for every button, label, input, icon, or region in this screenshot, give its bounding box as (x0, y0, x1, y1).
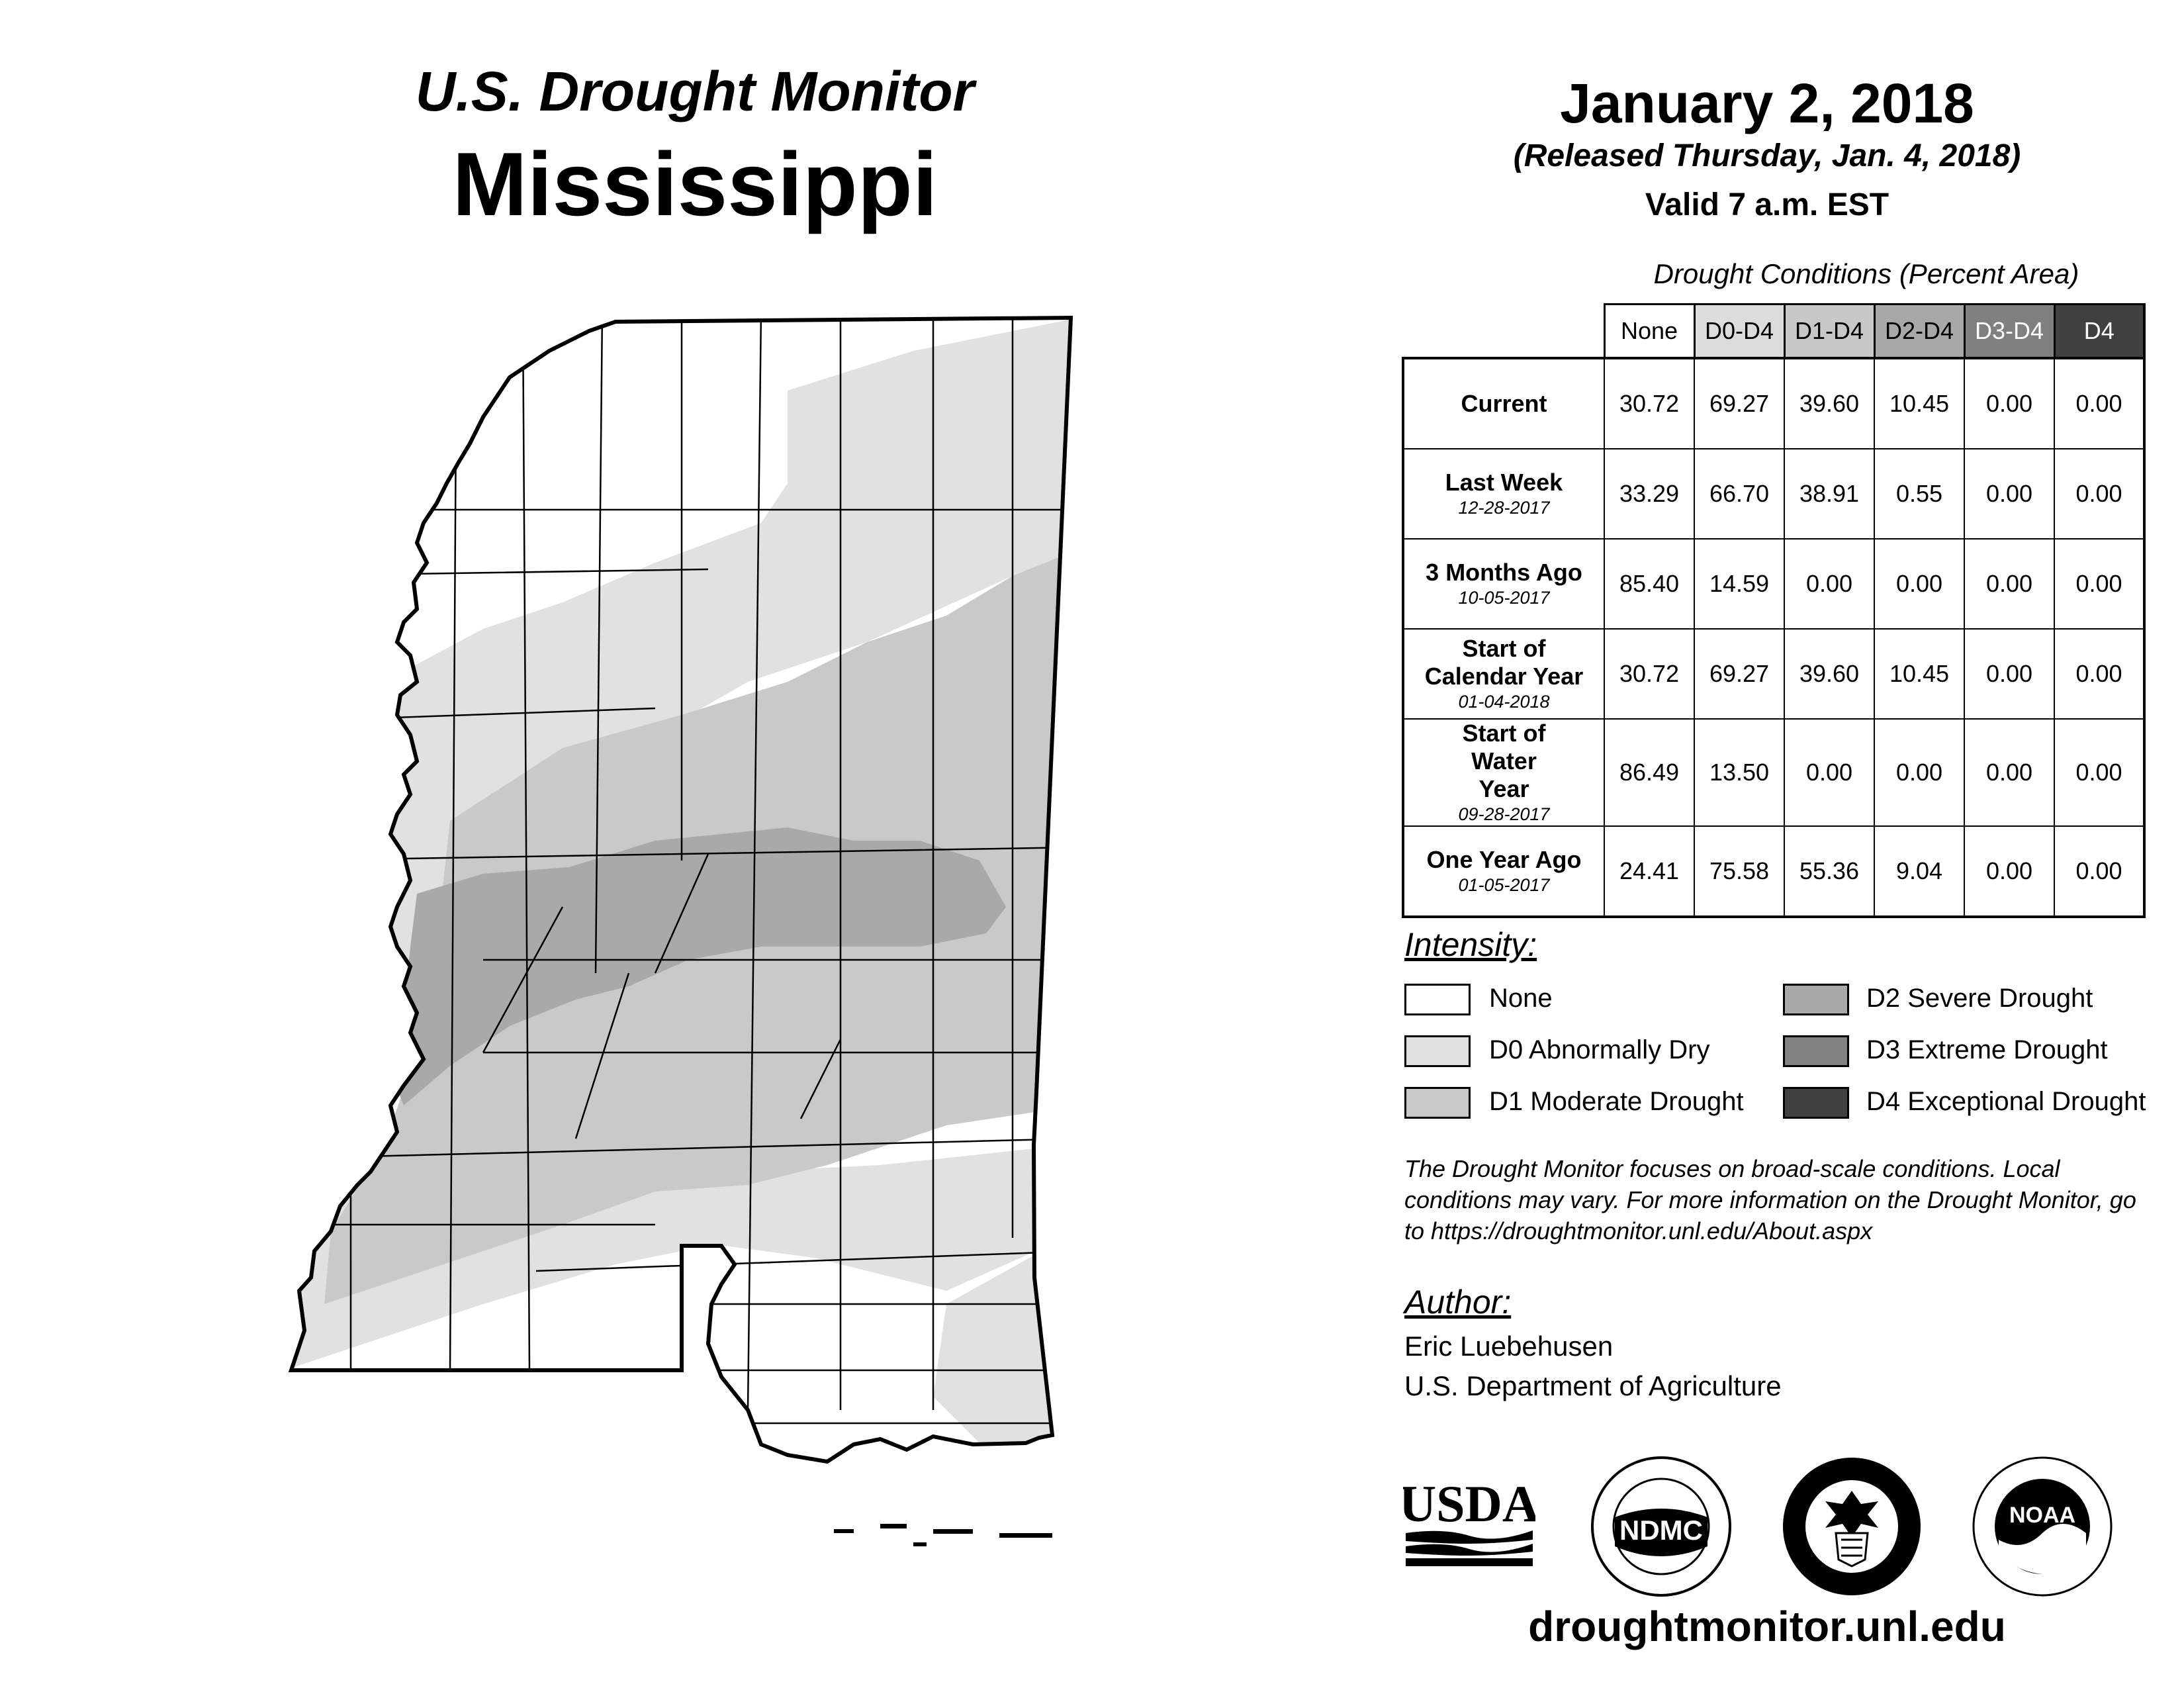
row-label-text: Last Week (1445, 469, 1563, 496)
cell: 0.00 (2054, 629, 2144, 719)
legend-swatch-d3 (1783, 1035, 1849, 1067)
cell: 0.00 (1964, 539, 2054, 629)
noaa-logo-text: NOAA (2009, 1503, 2076, 1528)
row-date: 10-05-2017 (1458, 588, 1550, 608)
map-title: U.S. Drought Monitor (415, 60, 975, 122)
row-label (1403, 826, 1604, 917)
cell: 0.00 (1784, 539, 1874, 629)
cell: 85.40 (1604, 539, 1694, 629)
release-date: (Released Thursday, Jan. 4, 2018) (1513, 138, 2021, 173)
author-heading: Author: (1404, 1284, 1512, 1321)
mississippi-drought-map (285, 311, 1112, 1609)
noaa-logo (1970, 1454, 2115, 1599)
col-d1-d4: D1-D4 (1784, 305, 1874, 359)
legend-label-d2: D2 Severe Drought (1866, 984, 2093, 1013)
table-row (1403, 358, 2144, 449)
cell: 0.00 (1784, 719, 1874, 826)
row-date: 01-05-2017 (1458, 875, 1550, 895)
table-corner (1403, 305, 1604, 359)
state-title: Mississippi (452, 134, 938, 234)
row-label (1403, 358, 1604, 449)
legend-label-d0: D0 Abnormally Dry (1489, 1035, 1710, 1064)
col-d2-d4: D2-D4 (1874, 305, 1964, 359)
col-none: None (1604, 305, 1694, 359)
valid-time: Valid 7 a.m. EST (1645, 187, 1889, 222)
ndmc-logo-graphic (1588, 1454, 1734, 1599)
cell: 0.00 (1964, 719, 2054, 826)
valid-date: January 2, 2018 (1560, 72, 1974, 134)
cell: 9.04 (1874, 826, 1964, 917)
cell: 75.58 (1694, 826, 1784, 917)
footer-url: droughtmonitor.unl.edu (1528, 1603, 2006, 1650)
cell: 13.50 (1694, 719, 1784, 826)
cell: 33.29 (1604, 449, 1694, 539)
cell: 10.45 (1874, 629, 1964, 719)
row-date: 09-28-2017 (1458, 804, 1550, 824)
cell: 10.45 (1874, 358, 1964, 449)
table-row (1403, 629, 2144, 719)
row-label (1403, 539, 1604, 629)
row-date: 01-04-2018 (1458, 692, 1550, 712)
legend-label-d1: D1 Moderate Drought (1489, 1087, 1744, 1116)
legend-label-d3: D3 Extreme Drought (1866, 1035, 2108, 1064)
table-row (1403, 826, 2144, 917)
cell: 0.00 (2054, 358, 2144, 449)
table-row (1403, 719, 2144, 826)
author-organization: U.S. Department of Agriculture (1404, 1370, 1782, 1401)
cell: 30.72 (1604, 629, 1694, 719)
col-d0-d4: D0-D4 (1694, 305, 1784, 359)
legend-swatch-d2 (1783, 984, 1849, 1015)
drought-conditions-table (1402, 303, 2146, 918)
legend-heading: Intensity: (1404, 926, 1537, 963)
row-label-text: Start of Calendar Year (1424, 635, 1584, 690)
usda-logo-text: USDA (1403, 1475, 1535, 1532)
cell: 69.27 (1694, 358, 1784, 449)
commerce-seal (1779, 1454, 1925, 1599)
cell: 86.49 (1604, 719, 1694, 826)
cell: 39.60 (1784, 629, 1874, 719)
cell: 0.00 (1964, 358, 2054, 449)
usda-logo (1403, 1470, 1535, 1569)
legend-swatch-d1 (1404, 1087, 1471, 1119)
table-header-row (1403, 305, 2144, 359)
cell: 14.59 (1694, 539, 1784, 629)
row-label (1403, 719, 1604, 826)
cell: 0.00 (2054, 826, 2144, 917)
row-date: 12-28-2017 (1458, 498, 1550, 518)
author-name: Eric Luebehusen (1404, 1331, 1614, 1362)
row-label-text: One Year Ago (1426, 846, 1582, 873)
cell: 0.00 (1874, 719, 1964, 826)
cell: 0.00 (2054, 449, 2144, 539)
disclaimer-note: The Drought Monitor focuses on broad-scale conditions. Local conditions may vary. For more information on the Drought Monitor, go to https://droughtmonitor.unl.edu/About.aspx (1404, 1155, 2136, 1244)
cell: 55.36 (1784, 826, 1874, 917)
cell: 0.00 (1964, 629, 2054, 719)
table-row (1403, 449, 2144, 539)
cell: 0.00 (1964, 449, 2054, 539)
cell: 66.70 (1694, 449, 1784, 539)
legend-label-d4: D4 Exceptional Drought (1866, 1087, 2146, 1116)
cell: 24.41 (1604, 826, 1694, 917)
row-label-text: Start of Water Year (1462, 720, 1546, 802)
ndmc-logo-text: NDMC (1619, 1515, 1703, 1546)
cell: 69.27 (1694, 629, 1784, 719)
cell: 0.00 (1874, 539, 1964, 629)
row-label (1403, 449, 1604, 539)
row-label-text: 3 Months Ago (1426, 559, 1582, 586)
cell: 39.60 (1784, 358, 1874, 449)
cell: 0.00 (2054, 539, 2144, 629)
cell: 0.00 (2054, 719, 2144, 826)
cell: 30.72 (1604, 358, 1694, 449)
legend-label-none: None (1489, 984, 1553, 1013)
legend-swatch-none (1404, 984, 1471, 1015)
row-label (1403, 629, 1604, 719)
row-label-text: Current (1461, 390, 1547, 417)
usda-logo-graphic (1403, 1470, 1535, 1569)
legend-swatch-d0 (1404, 1035, 1471, 1067)
col-d4: D4 (2054, 305, 2144, 359)
table-row (1403, 539, 2144, 629)
col-d3-d4: D3-D4 (1964, 305, 2054, 359)
cell: 38.91 (1784, 449, 1874, 539)
legend-swatch-d4 (1783, 1087, 1849, 1119)
ndmc-logo (1588, 1454, 1734, 1599)
commerce-seal-graphic (1779, 1454, 1925, 1599)
cell: 0.00 (1964, 826, 2054, 917)
table-caption: Drought Conditions (Percent Area) (1653, 258, 2079, 289)
cell: 0.55 (1874, 449, 1964, 539)
noaa-logo-graphic (1970, 1454, 2115, 1599)
